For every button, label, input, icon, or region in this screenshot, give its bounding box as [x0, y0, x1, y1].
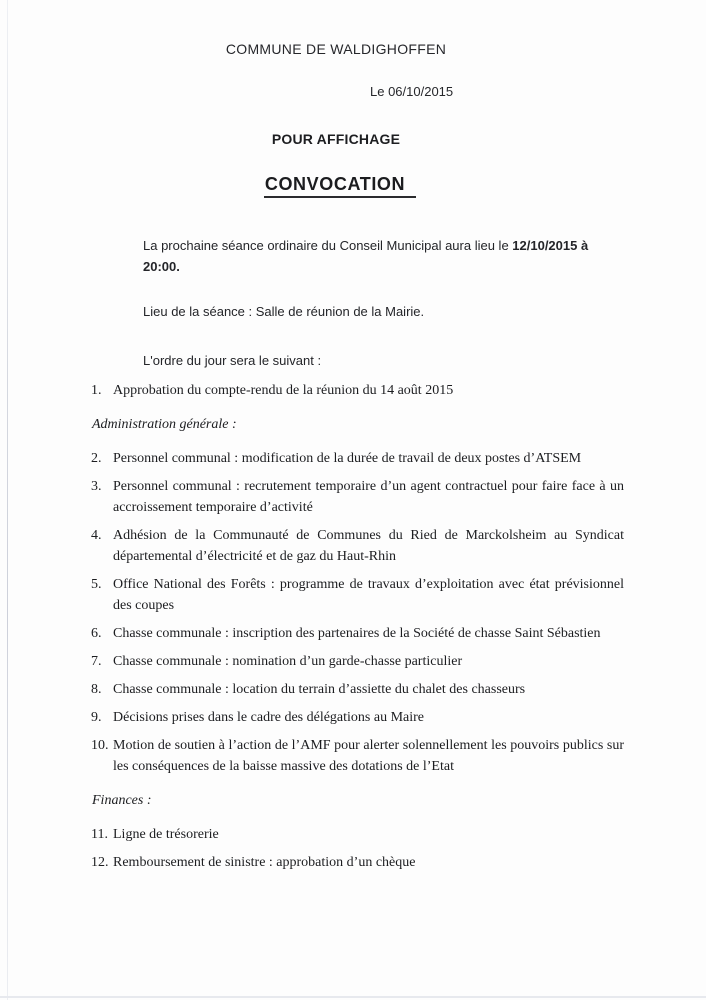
ordre-du-jour-intro: L'ordre du jour sera le suivant : — [143, 353, 322, 368]
agenda-item-number: 11. — [91, 827, 108, 842]
agenda-item-3 — [88, 476, 624, 518]
agenda-item-number: 8. — [91, 682, 102, 697]
agenda-item-6 — [88, 623, 624, 644]
agenda-item-number: 6. — [91, 626, 102, 641]
agenda-item-number: 3. — [91, 479, 102, 494]
agenda-item-12 — [88, 852, 624, 873]
agenda-item-number: 4. — [91, 528, 102, 543]
scan-edge-artifact-bottom — [0, 996, 706, 998]
agenda-item-text: Ligne de trésorerie — [113, 827, 219, 842]
agenda-item-number: 7. — [91, 654, 102, 669]
agenda-item-1 — [88, 380, 624, 401]
affichage-label: POUR AFFICHAGE — [271, 131, 401, 147]
agenda-item-text: Personnel communal : recrutement temporaire d’un agent contractuel pour faire face à un accroissement temporaire d’activité — [113, 479, 624, 515]
agenda-item-text: Chasse communale : nomination d’un garde-chasse particulier — [113, 654, 463, 669]
intro-paragraphs — [143, 235, 622, 371]
lieu-paragraph: Lieu de la séance : Salle de réunion de la Mairie. — [143, 304, 425, 319]
agenda-item-text: Remboursement de sinistre : approbation d’un chèque — [113, 855, 416, 870]
agenda-item-text: Office National des Forêts : programme de travaux d’exploitation avec état prévisionnel des coupes — [113, 577, 624, 613]
agenda-item-7 — [88, 651, 624, 672]
agenda-item-9 — [88, 707, 624, 728]
agenda-list — [88, 380, 624, 873]
agenda-item-8 — [88, 679, 624, 700]
title-row — [0, 174, 693, 198]
agenda-item-number: 10. — [91, 738, 109, 753]
agenda-item-11 — [88, 824, 624, 845]
agenda-item-number: 2. — [91, 451, 102, 466]
page-title: CONVOCATION — [264, 174, 416, 198]
agenda-item-10 — [88, 735, 624, 777]
agenda-item-text: Personnel communal : modification de la durée de travail de deux postes d’ATSEM — [113, 451, 582, 466]
agenda-item-text: Chasse communale : inscription des partenaires de la Société de chasse Saint Sébastien — [113, 626, 601, 641]
section-heading-finances: Finances : — [92, 793, 152, 808]
agenda-item-5 — [88, 574, 624, 616]
agenda-item-text: Motion de soutien à l’action de l’AMF pour alerter solennellement les pouvoirs publics sur les conséquences de la baisse massive des dotations de l’Etat — [113, 738, 624, 774]
seance-paragraph — [143, 235, 622, 277]
agenda-item-text: Approbation du compte-rendu de la réunion du 14 août 2015 — [113, 383, 454, 398]
commune-header: COMMUNE DE WALDIGHOFFEN — [225, 41, 447, 57]
agenda-item-text: Décisions prises dans le cadre des délégations au Maire — [113, 710, 425, 725]
seance-datetime: 12/10/2015 à 20:00. — [143, 238, 589, 274]
agenda-item-text: Chasse communale : location du terrain d’assiette du chalet des chasseurs — [113, 682, 526, 697]
agenda-item-2 — [88, 448, 624, 469]
document-date: Le 06/10/2015 — [370, 84, 454, 99]
agenda-item-number: 5. — [91, 577, 102, 592]
agenda-item-4 — [88, 525, 624, 567]
agenda-item-number: 12. — [91, 855, 109, 870]
section-heading-administration: Administration générale : — [92, 417, 237, 432]
seance-text: La prochaine séance ordinaire du Conseil Municipal aura lieu le — [143, 238, 513, 253]
agenda-item-number: 9. — [91, 710, 102, 725]
scan-edge-artifact-left — [7, 0, 8, 1000]
agenda-item-number: 1. — [91, 383, 102, 398]
agenda-item-text: Adhésion de la Communauté de Communes du Ried de Marckolsheim au Syndicat départemental d’électricité et de gaz du Haut-Rhin — [113, 528, 624, 564]
